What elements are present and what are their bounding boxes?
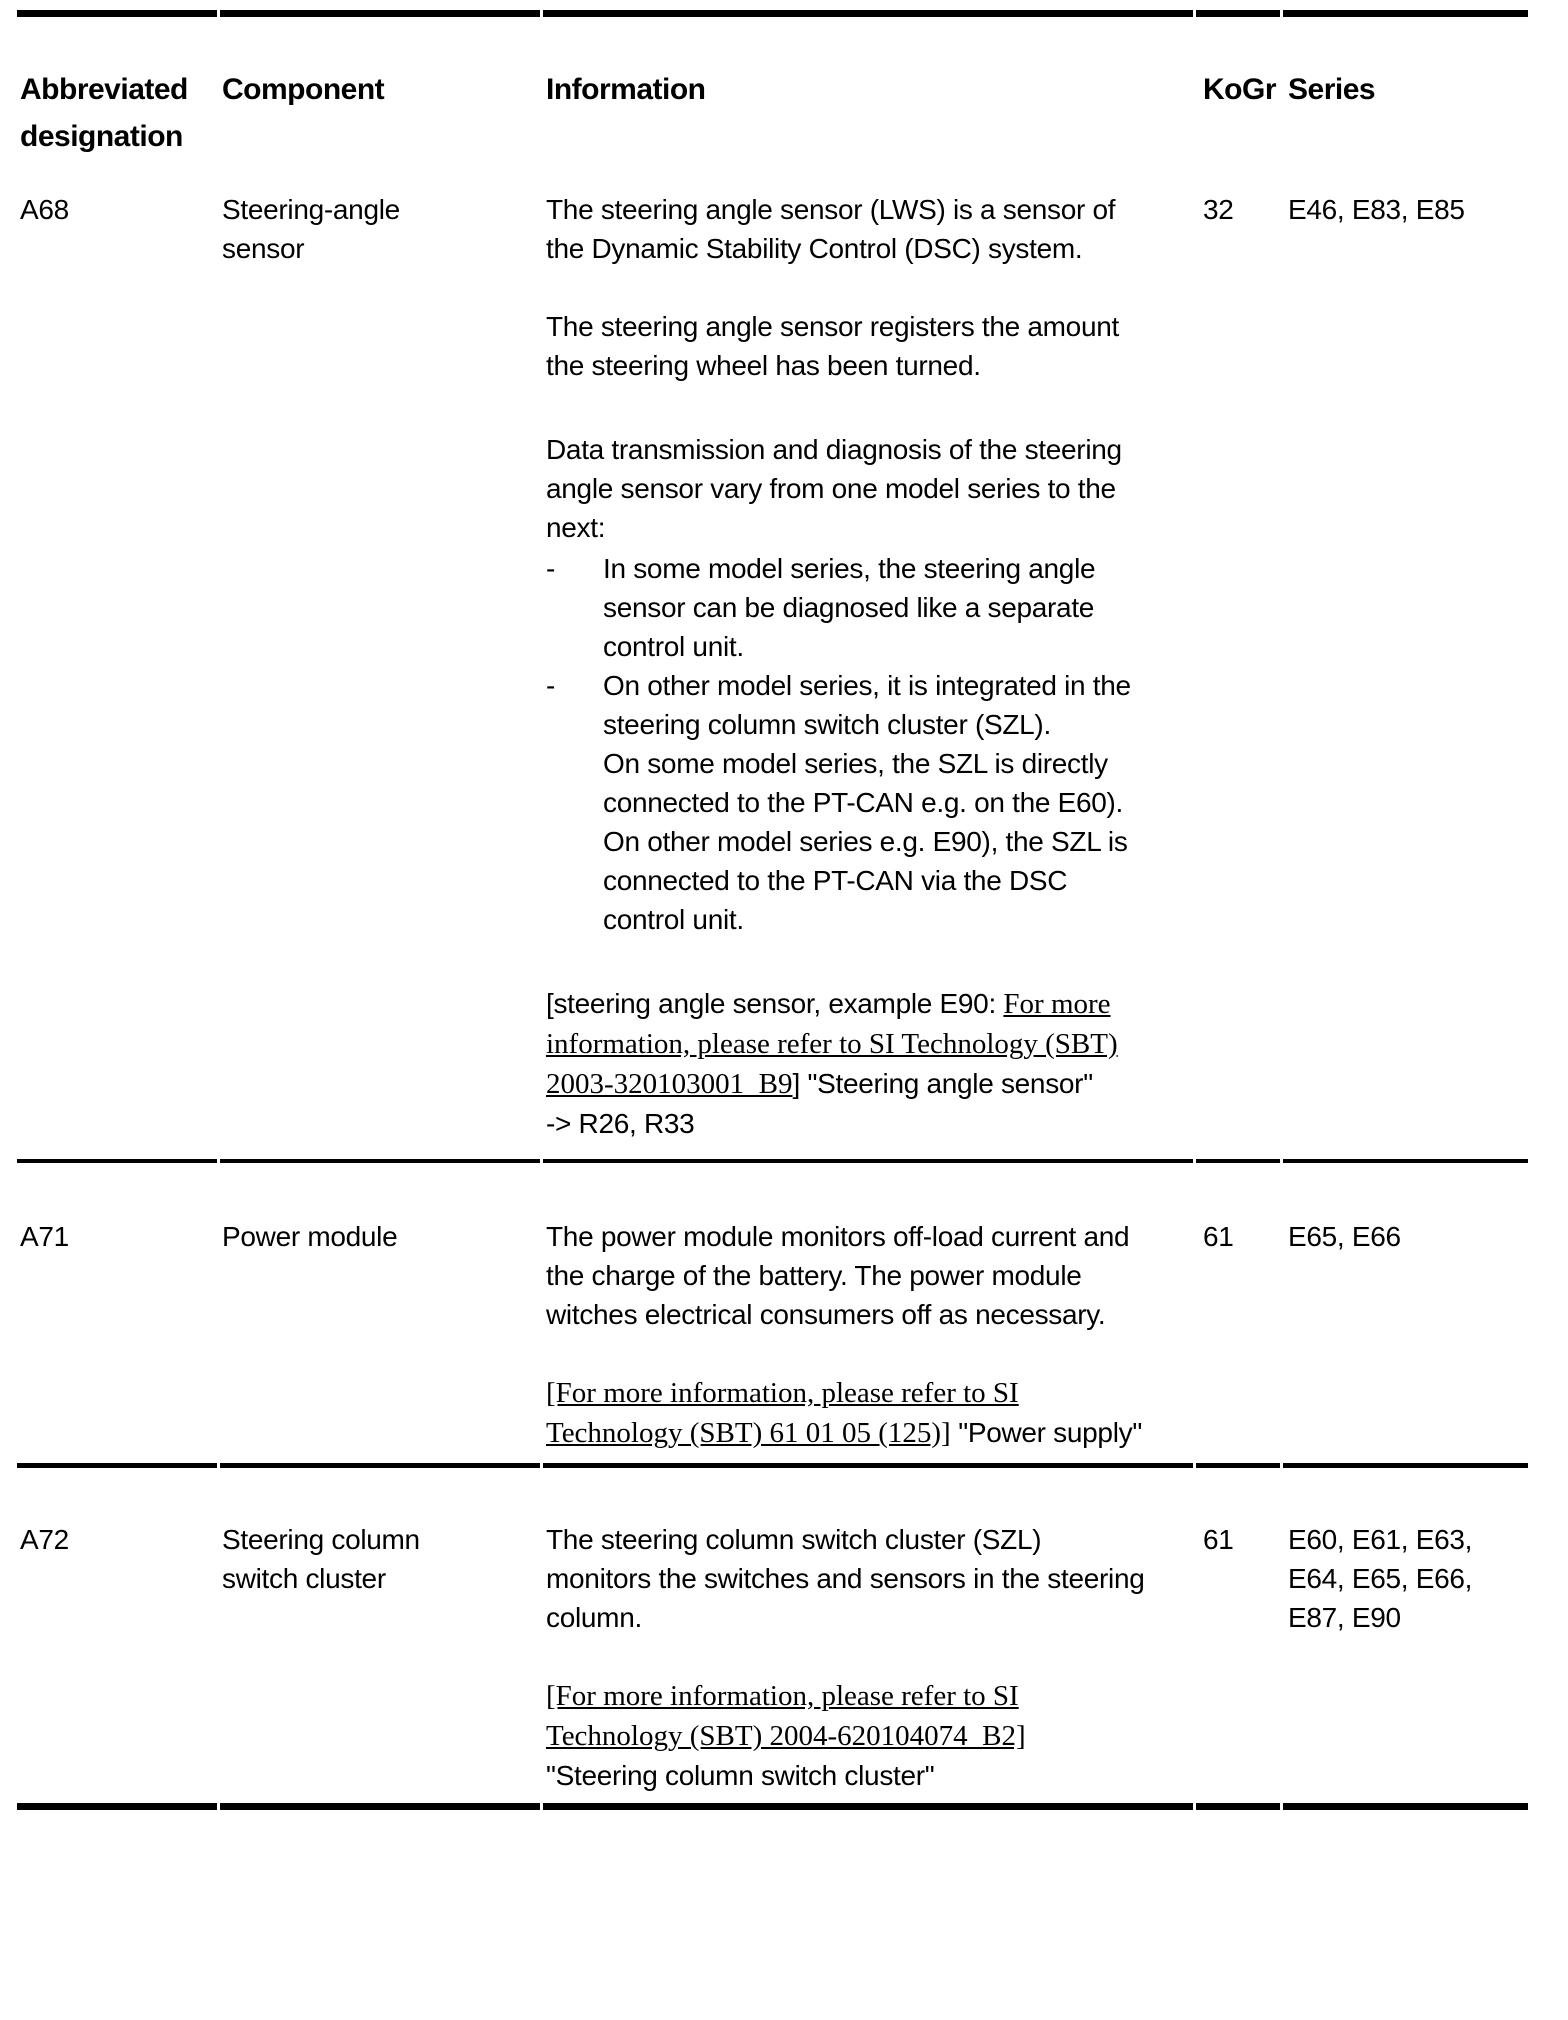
series-cell: E46, E83, E85 bbox=[1288, 194, 1465, 225]
info-paragraph: The steering angle sensor registers the amount the steering wheel has been turned. bbox=[546, 311, 1119, 381]
designation-cell: A72 bbox=[17, 1463, 217, 1810]
bullet-text: In some model series, the steering angle sensor can be diagnosed like a separate control unit. bbox=[603, 553, 1096, 662]
link-suffix-text: "Steering column switch cluster" bbox=[546, 1760, 935, 1791]
si-technology-link[interactable]: [For more information, please refer to SI Technology (SBT) 61 01 05 (125)] bbox=[546, 1377, 1019, 1449]
header-abbreviated-designation: Abbreviated designation bbox=[17, 10, 217, 190]
si-technology-link[interactable]: [For more information, please refer to SI Technology (SBT) 2004-620104074_B2] bbox=[546, 1680, 1026, 1752]
designation-cell: A68 bbox=[20, 194, 69, 225]
information-cell bbox=[543, 1159, 1193, 1463]
link-prefix-text: [steering angle sensor, example E90: bbox=[546, 988, 1004, 1019]
header-series: Series bbox=[1283, 10, 1528, 190]
series-cell: E60, E61, E63, E64, E65, E66, E87, E90 bbox=[1283, 1463, 1528, 1810]
table-header-row bbox=[17, 10, 1528, 190]
link-suffix-text: ] "Steering angle sensor" bbox=[792, 1068, 1093, 1099]
si-technology-link[interactable]: For more information, please refer to SI Technology (SBT) 2003-320103001_B9 bbox=[546, 988, 1118, 1100]
reference-line: -> R26, R33 bbox=[546, 1108, 695, 1139]
header-kogr: KoGr bbox=[1196, 10, 1280, 190]
reference-paragraph bbox=[546, 1676, 1146, 1795]
bullet-item bbox=[546, 549, 1146, 666]
info-paragraph: The power module monitors off-load current and the charge of the battery. The power module witches electrical consumers off as necessary. bbox=[546, 1221, 1130, 1330]
table-row-a72 bbox=[17, 1463, 1528, 1810]
kogr-cell: 32 bbox=[1203, 194, 1234, 225]
information-cell bbox=[543, 190, 1193, 1159]
bullet-subtext: On other model series, it is integrated in the steering column switch cluster (SZL). bbox=[603, 670, 1131, 740]
bullet-subtext: On other model series e.g. E90), the SZL is connected to the PT-CAN via the DSC control unit. bbox=[603, 826, 1128, 935]
table-row-a71 bbox=[17, 1159, 1528, 1463]
bullet-item bbox=[546, 666, 1146, 939]
kogr-cell: 61 bbox=[1196, 1463, 1280, 1810]
kogr-cell: 61 bbox=[1196, 1159, 1280, 1463]
reference-paragraph bbox=[546, 984, 1146, 1143]
bullet-text bbox=[603, 666, 1146, 939]
series-cell: E65, E66 bbox=[1283, 1159, 1528, 1463]
reference-paragraph bbox=[546, 1373, 1146, 1453]
component-cell: Steering-angle sensor bbox=[222, 194, 400, 264]
link-suffix-text: "Power supply" bbox=[950, 1417, 1142, 1448]
bullet-subtext: On some model series, the SZL is directly connected to the PT-CAN e.g. on the E60). bbox=[603, 748, 1124, 818]
bullet-dash: - bbox=[546, 553, 556, 584]
component-cell: Power module bbox=[220, 1159, 540, 1463]
component-cell: Steering column switch cluster bbox=[220, 1463, 540, 1810]
designation-cell: A71 bbox=[17, 1159, 217, 1463]
header-component: Component bbox=[220, 10, 540, 190]
info-paragraph: The steering angle sensor (LWS) is a sensor of the Dynamic Stability Control (DSC) system. bbox=[546, 194, 1116, 264]
header-information: Information bbox=[543, 10, 1193, 190]
bullet-dash: - bbox=[546, 670, 556, 701]
info-paragraph: Data transmission and diagnosis of the steering angle sensor vary from one model series to the next: bbox=[546, 434, 1122, 543]
component-table bbox=[17, 10, 1528, 1810]
info-paragraph: The steering column switch cluster (SZL) monitors the switches and sensors in the steering column. bbox=[546, 1524, 1145, 1633]
table-row-a68 bbox=[17, 190, 1528, 1159]
information-cell bbox=[543, 1463, 1193, 1810]
